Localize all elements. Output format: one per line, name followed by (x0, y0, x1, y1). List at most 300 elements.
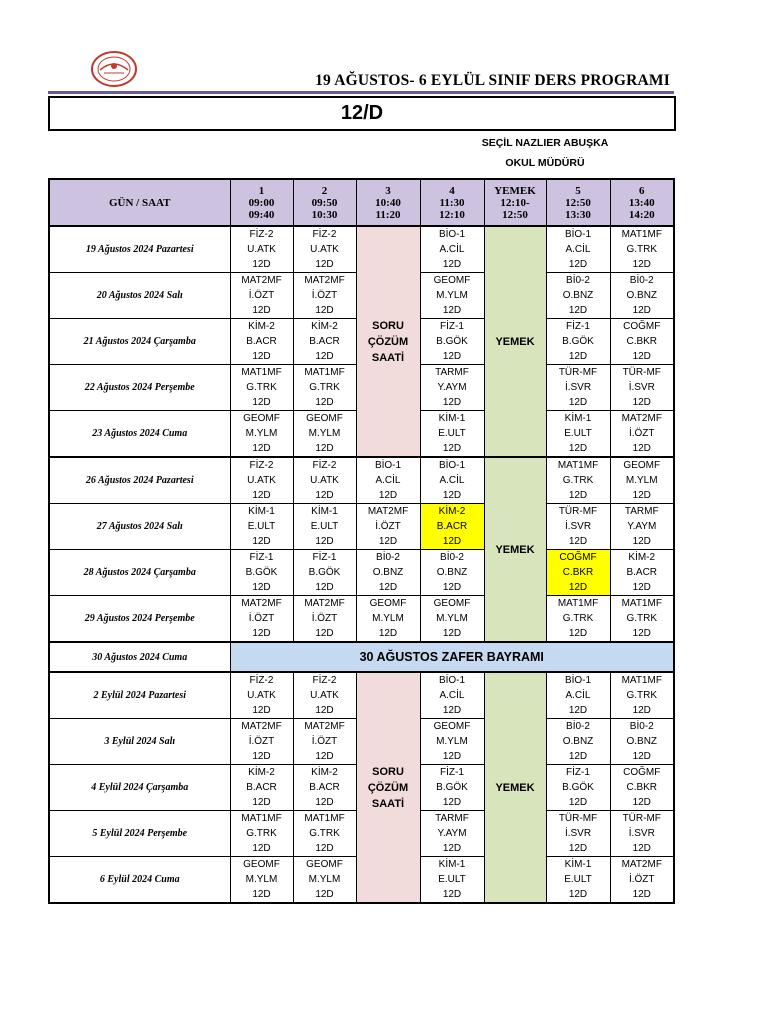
lesson-cell (420, 457, 484, 504)
day-label: 29 Ağustos 2024 Perşembe (49, 596, 230, 643)
soru-label-line: SORU (372, 319, 404, 332)
class-code: 12D (632, 259, 651, 270)
lesson-cell (420, 226, 484, 273)
class-code: 12D (252, 797, 271, 808)
teacher: İ.ÖZT (311, 290, 338, 301)
soru-label-line: SAATİ (371, 797, 405, 810)
header-row (49, 179, 674, 226)
class-code: 12D (378, 582, 398, 593)
period-number: 6 (639, 184, 645, 197)
class-code: 12D (632, 397, 651, 408)
class-code: 12D (632, 751, 651, 762)
class-code: 12D (568, 536, 588, 547)
lesson-cell (356, 504, 420, 550)
class-code: 12D (568, 351, 588, 362)
lesson-cell (546, 672, 610, 719)
lesson-cell (293, 672, 356, 719)
class-code: 12D (252, 628, 271, 639)
lesson-cell (546, 596, 610, 643)
lesson-code: MAT2MF (241, 721, 282, 732)
lesson-cell (230, 319, 293, 365)
class-code: 12D (442, 797, 462, 808)
lesson-cell (420, 719, 484, 765)
teacher: B.ACR (626, 567, 658, 578)
teacher: E.ULT (247, 521, 276, 532)
teacher: M.YLM (245, 874, 278, 885)
holiday-label: 30 AĞUSTOS ZAFER BAYRAMI (230, 642, 674, 672)
soru-label-line: SAATİ (371, 351, 405, 364)
teacher: O.BNZ (562, 736, 594, 747)
teacher: O.BNZ (626, 736, 658, 747)
day-label: 27 Ağustos 2024 Salı (49, 504, 230, 550)
teacher: B.ACR (246, 782, 277, 793)
lesson-code: BİO-1 (374, 460, 402, 471)
teacher: B.GÖK (436, 782, 468, 793)
period-number: 1 (258, 184, 265, 197)
soru-label-line: ÇÖZÜM (367, 781, 409, 794)
teacher: B.ACR (309, 336, 340, 347)
lesson-cell (610, 365, 674, 411)
day-label: 6 Eylül 2024 Cuma (49, 857, 230, 904)
class-code: 12D (568, 397, 588, 408)
teacher: İ.ÖZT (375, 521, 401, 532)
class-code: 12D (315, 351, 334, 362)
lesson-code: COĞMF (559, 552, 597, 563)
lesson-code: MAT2MF (304, 598, 345, 609)
lesson-cell (546, 319, 610, 365)
teacher: İ.SVR (628, 828, 655, 839)
teacher: İ.ÖZT (248, 736, 275, 747)
class-code: 12D (315, 628, 334, 639)
lesson-code: MAT2MF (241, 275, 282, 286)
lesson-cell (610, 550, 674, 596)
day-label: 30 Ağustos 2024 Cuma (49, 642, 230, 672)
teacher: İ.ÖZT (248, 613, 275, 624)
class-code: 12D (315, 259, 334, 270)
teacher: E.ULT (564, 428, 592, 439)
lesson-code: KİM-1 (311, 506, 338, 517)
lesson-code: KİM-1 (438, 859, 466, 870)
teacher: İ.ÖZT (628, 874, 655, 885)
teacher: İ.ÖZT (311, 613, 338, 624)
teacher: Y.AYM (627, 521, 657, 532)
day-label: 21 Ağustos 2024 Çarşamba (49, 319, 230, 365)
teacher: O.BNZ (372, 567, 404, 578)
lesson-cell (293, 365, 356, 411)
class-code: 12D (632, 351, 651, 362)
class-code: 12D (568, 443, 588, 454)
lesson-cell (610, 319, 674, 365)
lesson-cell (356, 550, 420, 596)
teacher: A.CİL (565, 690, 591, 701)
teacher: A.CİL (439, 690, 465, 701)
class-code: 12D (252, 305, 271, 316)
lesson-cell (610, 596, 674, 643)
lesson-cell (420, 765, 484, 811)
class-code: 12D (632, 582, 651, 593)
class-code: 12D (252, 751, 271, 762)
teacher: G.TRK (626, 613, 658, 624)
lesson-cell (230, 550, 293, 596)
teacher: B.ACR (246, 336, 277, 347)
lesson-cell (546, 365, 610, 411)
lesson-code: FİZ-1 (440, 321, 464, 332)
lesson-cell (420, 365, 484, 411)
class-code: 12D (632, 536, 651, 547)
day-label: 28 Ağustos 2024 Çarşamba (49, 550, 230, 596)
teacher: M.YLM (372, 613, 404, 624)
class-code: 12D (632, 443, 651, 454)
lesson-cell (293, 550, 356, 596)
class-code: 12D (568, 628, 588, 639)
period-header (546, 179, 610, 226)
lesson-code: KİM-1 (248, 506, 275, 517)
teacher: B.GÖK (562, 336, 594, 347)
teacher: G.TRK (562, 475, 594, 486)
teacher: M.YLM (625, 475, 658, 486)
teacher: İ.SVR (564, 382, 592, 393)
class-code: 12D (442, 843, 462, 854)
lesson-code: KİM-2 (438, 506, 466, 517)
principal-title: OKUL MÜDÜRÜ (505, 157, 585, 169)
class-code: 12D (632, 490, 651, 501)
teacher: B.ACR (309, 782, 340, 793)
lesson-cell (230, 811, 293, 857)
lesson-cell (546, 857, 610, 904)
lesson-cell (230, 596, 293, 643)
lesson-cell (230, 857, 293, 904)
class-code: 12D (315, 305, 334, 316)
period-start: 12:10- (500, 196, 530, 209)
lesson-cell (356, 457, 420, 504)
teacher: Y.AYM (437, 828, 467, 839)
teacher: C.BKR (626, 782, 658, 793)
principal-block (440, 133, 650, 173)
class-code: 12D (568, 259, 588, 270)
class-code: 12D (568, 582, 588, 593)
lesson-cell (420, 550, 484, 596)
lesson-code: TÜR-MF (558, 506, 598, 517)
lesson-code: FİZ-1 (440, 767, 464, 778)
teacher: G.TRK (626, 690, 658, 701)
teacher: İ.SVR (564, 828, 592, 839)
class-code: 12D (442, 889, 462, 900)
lesson-code: Bİ0-2 (566, 721, 590, 732)
teacher: O.BNZ (562, 290, 594, 301)
period-end: 09:40 (248, 208, 275, 221)
lesson-cell (546, 811, 610, 857)
period-header (230, 179, 293, 226)
lesson-cell (293, 811, 356, 857)
lesson-code: FİZ-2 (312, 460, 337, 471)
lesson-cell (230, 504, 293, 550)
teacher: M.YLM (436, 290, 468, 301)
lesson-cell (230, 672, 293, 719)
lesson-code: GEOMF (623, 460, 661, 471)
period-header (610, 179, 674, 226)
teacher: U.ATK (310, 244, 339, 255)
lesson-code: KİM-2 (248, 321, 275, 332)
day-label: 26 Ağustos 2024 Pazartesi (49, 457, 230, 504)
class-code: 12D (378, 628, 398, 639)
lesson-cell (293, 411, 356, 458)
lesson-cell (420, 504, 484, 550)
class-code: 12D (315, 843, 334, 854)
period-header (484, 179, 546, 226)
teacher: A.CİL (439, 475, 465, 486)
lesson-code: FİZ-2 (249, 675, 274, 686)
period-end: 11:20 (375, 208, 401, 221)
teacher: Y.AYM (437, 382, 467, 393)
yemek-cell: YEMEK (484, 672, 546, 903)
schedule-row (49, 226, 674, 273)
period-start: 09:00 (248, 196, 275, 209)
class-code: 12D (442, 582, 462, 593)
soru-cozum-cell (356, 226, 420, 457)
class-code: 12D (315, 705, 334, 716)
lesson-code: MAT2MF (241, 598, 282, 609)
teacher: C.BKR (626, 336, 658, 347)
lesson-cell (230, 719, 293, 765)
lesson-cell (420, 273, 484, 319)
lesson-code: MAT2MF (621, 859, 662, 870)
lesson-code: MAT1MF (621, 229, 662, 240)
teacher: U.ATK (310, 475, 339, 486)
lesson-code: Bİ0-2 (629, 275, 654, 286)
teacher: M.YLM (436, 736, 468, 747)
lesson-code: TÜR-MF (558, 813, 598, 824)
lesson-code: MAT2MF (304, 721, 345, 732)
teacher: G.TRK (309, 382, 340, 393)
lesson-code: FİZ-2 (312, 675, 337, 686)
lesson-cell (420, 411, 484, 458)
teacher: O.BNZ (436, 567, 468, 578)
lesson-code: MAT1MF (621, 598, 662, 609)
lesson-code: BİO-1 (564, 675, 592, 686)
holiday-row (49, 642, 674, 672)
class-code: 12D (315, 536, 334, 547)
lesson-code: FİZ-1 (249, 552, 274, 563)
yemek-cell: YEMEK (484, 226, 546, 457)
lesson-cell (230, 365, 293, 411)
lesson-code: Bİ0-2 (376, 552, 400, 563)
lesson-cell (546, 457, 610, 504)
teacher: G.TRK (626, 244, 658, 255)
class-code: 12D (442, 397, 462, 408)
lesson-code: KİM-2 (311, 767, 338, 778)
lesson-cell (293, 504, 356, 550)
lesson-code: MAT1MF (557, 460, 599, 471)
schedule-row (49, 596, 674, 643)
class-code: 12D (315, 582, 334, 593)
teacher: A.CİL (439, 244, 465, 255)
lesson-cell (230, 457, 293, 504)
class-code: 12D (632, 705, 651, 716)
lesson-code: FİZ-2 (249, 460, 274, 471)
corner-label: GÜN / SAAT (49, 179, 230, 226)
period-number: 2 (321, 184, 328, 197)
lesson-cell (420, 319, 484, 365)
lesson-code: GEOMF (433, 598, 471, 609)
lesson-cell (610, 857, 674, 904)
class-code: 12D (568, 751, 588, 762)
teacher: M.YLM (436, 613, 468, 624)
teacher: U.ATK (247, 690, 276, 701)
lesson-code: GEOMF (433, 721, 471, 732)
lesson-cell (230, 226, 293, 273)
period-number: 4 (449, 184, 455, 197)
schedule-table (48, 178, 675, 904)
day-label: 20 Ağustos 2024 Salı (49, 273, 230, 319)
class-code: 12D (632, 843, 651, 854)
lesson-cell (546, 273, 610, 319)
period-end: 12:10 (439, 208, 465, 221)
teacher: U.ATK (310, 690, 339, 701)
lesson-code: FİZ-2 (312, 229, 337, 240)
period-end: 12:50 (502, 208, 528, 221)
period-end: 13:30 (565, 208, 591, 221)
teacher: G.TRK (246, 382, 277, 393)
teacher: M.YLM (308, 874, 341, 885)
schedule-row (49, 504, 674, 550)
lesson-cell (610, 672, 674, 719)
class-code: 12D (568, 843, 588, 854)
soru-label-line: SORU (372, 765, 404, 778)
class-code: 12D (252, 843, 271, 854)
teacher: E.ULT (310, 521, 339, 532)
teacher: İ.SVR (564, 521, 592, 532)
class-code: 12D (442, 705, 462, 716)
class-code: 12D (568, 889, 588, 900)
lesson-code: MAT1MF (621, 675, 662, 686)
class-code: 12D (632, 797, 651, 808)
class-code: 12D (568, 490, 588, 501)
lesson-code: TARMF (435, 367, 469, 378)
lesson-code: MAT1MF (557, 598, 599, 609)
lesson-code: Bİ0-2 (566, 275, 590, 286)
teacher: B.ACR (436, 521, 468, 532)
period-start: 10:40 (375, 196, 401, 209)
class-code: 12D (442, 443, 462, 454)
period-end: 14:20 (628, 208, 655, 221)
class-code: 12D (315, 490, 334, 501)
lesson-code: TÜR-MF (558, 367, 598, 378)
lesson-code: MAT1MF (304, 367, 345, 378)
page-title: 19 AĞUSTOS- 6 EYLÜL SINIF DERS PROGRAMI (315, 72, 670, 89)
class-code: 12D (568, 705, 588, 716)
lesson-code: BİO-1 (438, 229, 466, 240)
lesson-cell (293, 319, 356, 365)
lesson-cell (610, 765, 674, 811)
schedule-row (49, 672, 674, 719)
lesson-code: KİM-2 (248, 767, 275, 778)
teacher: B.GÖK (562, 782, 594, 793)
class-code: 12D (442, 305, 462, 316)
period-start: 11:30 (439, 196, 465, 209)
lesson-cell (420, 811, 484, 857)
teacher: İ.ÖZT (628, 428, 655, 439)
teacher: İ.ÖZT (311, 736, 338, 747)
teacher: A.CİL (375, 475, 401, 486)
title-divider (48, 91, 674, 94)
lesson-code: GEOMF (306, 859, 343, 870)
school-logo (90, 50, 138, 88)
schedule-row (49, 550, 674, 596)
period-header (420, 179, 484, 226)
class-code: 12D (442, 536, 462, 547)
lesson-cell (420, 596, 484, 643)
period-start: 12:50 (565, 196, 591, 209)
teacher: İ.ÖZT (248, 290, 275, 301)
lesson-cell (293, 457, 356, 504)
lesson-cell (610, 719, 674, 765)
class-code: 12D (252, 889, 271, 900)
lesson-cell (420, 672, 484, 719)
teacher: E.ULT (438, 428, 466, 439)
lesson-code: BİO-1 (438, 460, 466, 471)
lesson-cell (610, 226, 674, 273)
period-number: 3 (385, 184, 391, 197)
lesson-code: FİZ-2 (249, 229, 274, 240)
lesson-cell (356, 596, 420, 643)
teacher: C.BKR (562, 567, 594, 578)
class-code: 12D (252, 443, 271, 454)
lesson-code: COĞMF (623, 321, 661, 332)
teacher: M.YLM (308, 428, 341, 439)
lesson-cell (546, 550, 610, 596)
class-code: 12D (378, 490, 398, 501)
soru-cozum-cell (356, 672, 420, 903)
lesson-code: GEOMF (306, 413, 343, 424)
schedule-row (49, 457, 674, 504)
lesson-cell (230, 765, 293, 811)
lesson-cell (293, 273, 356, 319)
lesson-code: KİM-1 (564, 859, 592, 870)
lesson-code: KİM-1 (564, 413, 592, 424)
class-code: 12D (442, 259, 462, 270)
teacher: B.GÖK (245, 567, 278, 578)
soru-label-line: ÇÖZÜM (367, 335, 409, 348)
lesson-code: KİM-2 (628, 552, 656, 563)
lesson-cell (546, 504, 610, 550)
yemek-cell: YEMEK (484, 457, 546, 642)
lesson-cell (420, 857, 484, 904)
period-end: 10:30 (311, 208, 338, 221)
period-start: 13:40 (628, 196, 655, 209)
lesson-code: FİZ-1 (566, 321, 590, 332)
lesson-cell (293, 226, 356, 273)
day-label: 23 Ağustos 2024 Cuma (49, 411, 230, 458)
day-label: 4 Eylül 2024 Çarşamba (49, 765, 230, 811)
lesson-code: MAT1MF (241, 367, 282, 378)
lesson-cell (610, 811, 674, 857)
day-label: 19 Ağustos 2024 Pazartesi (49, 226, 230, 273)
class-code: 12D (632, 305, 651, 316)
day-label: 3 Eylül 2024 Salı (49, 719, 230, 765)
day-label: 22 Ağustos 2024 Perşembe (49, 365, 230, 411)
teacher: G.TRK (246, 828, 277, 839)
teacher: B.GÖK (308, 567, 341, 578)
lesson-cell (293, 596, 356, 643)
lesson-code: TARMF (624, 506, 659, 517)
class-code: 12D (252, 351, 271, 362)
teacher: O.BNZ (626, 290, 658, 301)
lesson-code: Bİ0-2 (629, 721, 654, 732)
class-code: 12D (252, 705, 271, 716)
lesson-code: MAT2MF (304, 275, 345, 286)
lesson-cell (546, 411, 610, 458)
lesson-cell (546, 226, 610, 273)
